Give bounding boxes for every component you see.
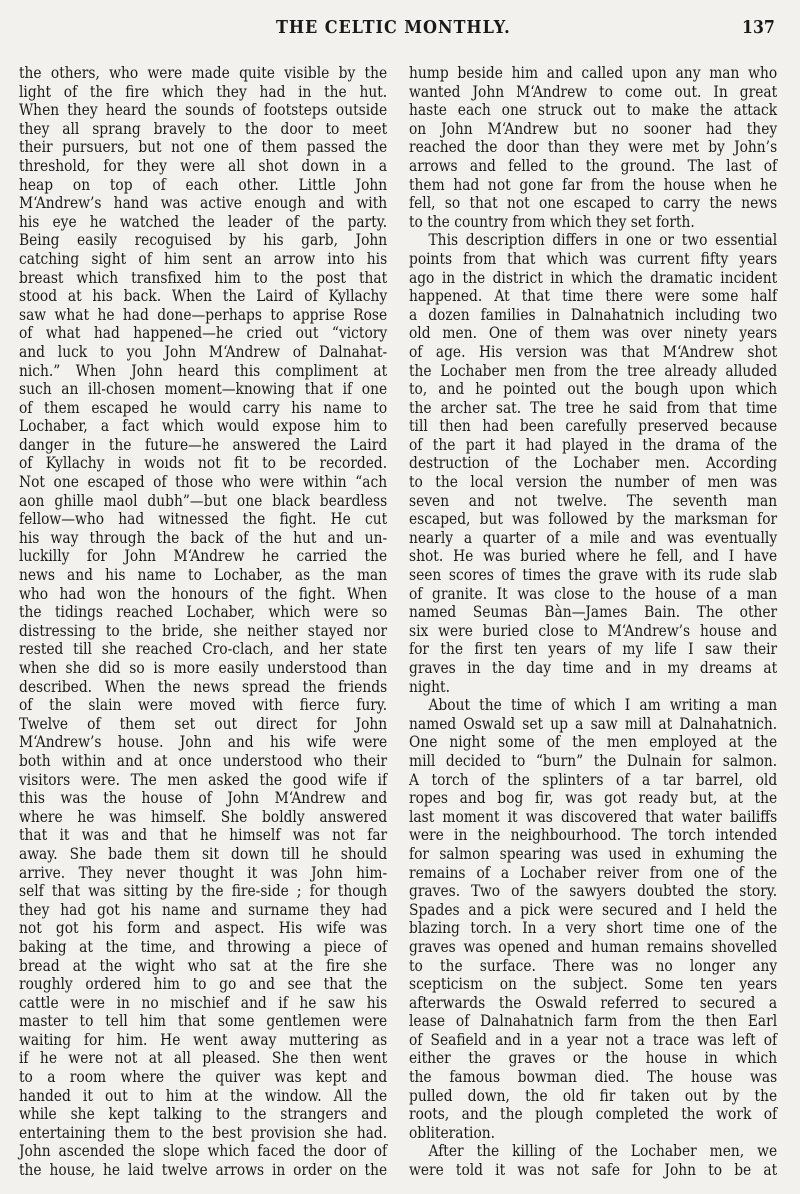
text-line: lease of Dalnahatnich farm from the then Earl [409, 1012, 778, 1031]
text-line: of Kyllachy in woıds not fit to be recorded. [19, 454, 388, 473]
text-line: Being easily recoguised by his garb, John [19, 231, 388, 250]
text-line: Twelve of them set out direct for John [19, 714, 388, 733]
text-line: ropes and bog fir, was got ready but, at the [409, 789, 778, 808]
text-line: hump beside him and called upon any man who [409, 64, 778, 82]
text-line: to a room where the quiver was kept and [19, 1068, 388, 1087]
text-line: the tidings reached Lochaber, which were so [19, 603, 388, 622]
page-number: 137 [742, 18, 775, 38]
right-column [409, 64, 777, 1180]
text-line: cattle were in no mischief and if he saw his [19, 993, 388, 1012]
text-line: After the killing of the Lochaber men, we [428, 1142, 778, 1161]
text-line: waiting for him. He went away muttering as [19, 1030, 388, 1049]
text-line: breast which transfixed him to the post that [19, 268, 388, 287]
text-line: blazing torch. In a very short time one of the [409, 919, 778, 938]
text-line: aon ghille maol dubh”—but one black beardless [19, 491, 388, 510]
text-line: to the surface. There was no longer any [409, 956, 778, 975]
text-line: were told it was not safe for John to be at [409, 1161, 778, 1180]
text-line: of the part it had played in the drama of the [409, 435, 778, 454]
text-line: About the time of which I am writing a man [428, 696, 778, 715]
text-line: old men. One of them was over ninety years [409, 324, 778, 343]
left-column [19, 64, 387, 1180]
text-line: pulled down, the old fir taken out by the [409, 1086, 778, 1105]
text-line: threshold, for they were all shot down in a [19, 156, 388, 175]
text-line: of age. His version was that M‘Andrew shot [409, 342, 778, 361]
text-line: saw what he had done—perhaps to apprise Rose [19, 305, 388, 324]
text-line: both within and at once understood who their [19, 751, 388, 770]
text-line: When they heard the sounds of footsteps outside [19, 101, 388, 120]
text-line: of granite. It was close to the house of a man [409, 584, 778, 603]
text-line: nich.” When John heard this compliment at [19, 361, 388, 380]
text-line: One night some of the men employed at the [409, 733, 778, 752]
text-line: they all sprang bravely to the door to meet [19, 119, 388, 138]
text-line: were in the neighbourhood. The torch intended [409, 826, 778, 845]
text-line: named Seumas Bàn—James Bain. The other [409, 603, 778, 622]
text-line: stood at his back. When the Laird of Kyllachy [19, 287, 388, 306]
text-line: the Lochaber men from the tree already alluded [409, 361, 778, 380]
text-line: M‘Andrew’s hand was active enough and with [19, 194, 388, 213]
text-line: seven and not twelve. The seventh man [409, 491, 778, 510]
text-line: and luck to you John M‘Andrew of Dalnahat- [19, 342, 388, 361]
page-header [0, 18, 800, 48]
text-line: luckilly for John M‘Andrew he carried the [19, 547, 388, 566]
text-line: for the first ten years of my life I saw their [409, 640, 778, 659]
text-line: A torch of the splinters of a tar barrel, old [409, 770, 778, 789]
text-line: danger in the future—he answered the Laird [19, 435, 388, 454]
text-line: roughly ordered him to go and see that the [19, 975, 388, 994]
text-line: shot. He was buried where he fell, and I have [409, 547, 778, 566]
text-line: of what had happened—he cried out “victory [19, 324, 388, 343]
text-line: who had won the honours of the fight. When [19, 584, 388, 603]
text-line: this was the house of John M‘Andrew and [19, 789, 388, 808]
text-line: the famous bowman died. The house was [409, 1068, 778, 1087]
text-line: named Oswald set up a saw mill at Dalnahatnich. [409, 714, 778, 733]
text-line: visitors were. The men asked the good wife if [19, 770, 388, 789]
text-line: mill decided to “burn” the Dulnain for salmon. [409, 751, 778, 770]
text-line: to the local version the number of men was [409, 473, 778, 492]
text-line: remains of a Lochaber reiver from one of the [409, 863, 778, 882]
text-line: nearly a quarter of a mile and was eventually [409, 528, 778, 547]
text-line: light of the fire which they had in the hut. [19, 82, 388, 101]
text-line: that it was and that he himself was not far [19, 826, 388, 845]
text-line: Not one escaped of those who were within “ach [19, 473, 388, 492]
text-line: seen scores of times the grave with its rude slab [409, 566, 778, 585]
text-line: away. She bade them sit down till he should [19, 844, 388, 863]
text-line: where he was himself. She boldly answered [19, 807, 388, 826]
text-line: handed it out to him at the window. All the [19, 1086, 388, 1105]
text-line: not got his form and aspect. His wife was [19, 919, 388, 938]
text-line: John ascended the slope which faced the door of [19, 1142, 388, 1161]
text-line: if he were not at all pleased. She then went [19, 1049, 388, 1068]
text-line: bread at the wight who sat at the fire she [19, 956, 388, 975]
text-line: scepticism on the subject. Some ten years [409, 975, 778, 994]
text-line: his way through the back of the hut and un- [19, 528, 388, 547]
text-line: the archer sat. The tree he said from that time [409, 398, 778, 417]
text-line: distressing to the bride, she neither stayed nor [19, 621, 388, 640]
text-line: baking at the time, and throwing a piece of [19, 937, 388, 956]
text-line: This description differs in one or two essential [428, 231, 778, 250]
text-line: of the slain were moved with fierce fury. [19, 696, 388, 715]
text-line: entertaining them to the best provision she had. [19, 1123, 388, 1142]
text-line: them had not gone far from the house when he [409, 175, 778, 194]
text-line: roots, and the plough completed the work of [409, 1105, 778, 1124]
text-line: they had got his name and surname they had [19, 900, 388, 919]
text-line: to, and he pointed out the bough upon which [409, 380, 778, 399]
text-line: escaped, but was followed by the marksman for [409, 510, 778, 529]
text-line: on John M‘Andrew but no sooner had they [409, 119, 778, 138]
text-line: last moment it was discovered that water bailiffs [409, 807, 778, 826]
text-line: when she did so is more easily understood than [19, 659, 388, 677]
text-line: arrive. They never thought it was John him- [19, 863, 388, 882]
text-line: news and his name to Lochaber, as the man [19, 566, 388, 585]
text-line: graves in the day time and in my dreams at [409, 659, 778, 677]
text-line: while she kept talking to the strangers and [19, 1105, 388, 1124]
text-line: six were buried close to M‘Andrew’s house and [409, 621, 778, 640]
text-line: the house, he laid twelve arrows in order on the [19, 1161, 388, 1180]
text-line: their pursuers, but not one of them passed the [19, 138, 388, 157]
text-line: Lochaber, a fact which would expose him to [19, 417, 388, 436]
text-line: such an ill-chosen moment—knowing that if one [19, 380, 388, 399]
text-line: rested till she reached Cro-clach, and her state [19, 640, 388, 659]
text-line: graves. Two of the sawyers doubted the story. [409, 882, 778, 901]
text-line: happened. At that time there were some half [409, 287, 778, 306]
text-line: afterwards the Oswald referred to secured a [409, 993, 778, 1012]
text-line: either the graves or the house in which [409, 1049, 778, 1068]
text-line: fell, so that not one escaped to carry the news [409, 194, 778, 213]
text-line: ago in the district in which the dramatic incident [409, 268, 778, 287]
text-line: his eye he watched the leader of the party. [19, 212, 388, 231]
text-line: destruction of the Lochaber men. According [409, 454, 778, 473]
text-line: a dozen families in Dalnahatnich including two [409, 305, 778, 324]
text-line: arrows and felled to the ground. The last of [409, 156, 778, 175]
text-line: fellow—who had witnessed the fight. He cut [19, 510, 388, 529]
text-line: of Seafield and in a year not a trace was left of [409, 1030, 778, 1049]
text-line: self that was sitting by the fire-side ; for though [19, 882, 388, 901]
text-line: catching sight of him sent an arrow into his [19, 249, 388, 268]
text-line: to the country from which they set forth. [409, 212, 695, 231]
text-line: obliteration. [409, 1123, 496, 1142]
text-line: haste each one struck out to make the attack [409, 101, 778, 120]
text-line: night. [409, 677, 450, 696]
text-line: Spades and a pick were secured and I held the [409, 900, 778, 919]
text-line: graves was opened and human remains shovelled [409, 937, 778, 956]
text-line: M‘Andrew’s house. John and his wife were [19, 733, 388, 752]
text-line: described. When the news spread the friends [19, 677, 388, 696]
text-line: points from that which was current fifty years [409, 249, 778, 268]
text-line: reached the door than they were met by John’s [409, 138, 778, 157]
text-line: till then had been carefully preserved because [409, 417, 778, 436]
text-line: of them escaped he would carry his name to [19, 398, 388, 417]
text-line: heap on top of each other. Little John [19, 175, 388, 194]
text-line: wanted John M‘Andrew to come out. In great [409, 82, 778, 101]
text-line: master to tell him that some gentlemen were [19, 1012, 388, 1031]
text-line: for salmon spearing was used in exhuming the [409, 844, 778, 863]
running-title: THE CELTIC MONTHLY. [276, 18, 511, 38]
text-line: the others, who were made quite visible by the [19, 64, 388, 82]
